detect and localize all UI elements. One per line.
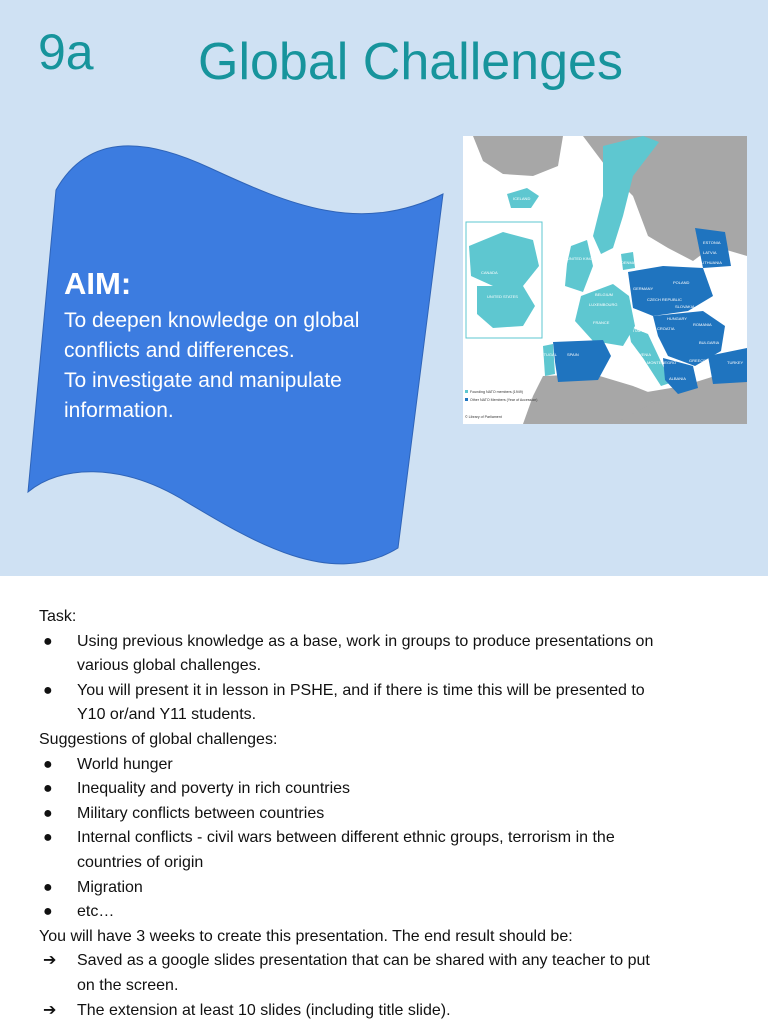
deliverable-intro: You will have 3 weeks to create this presentation. The end result should be: — [39, 927, 573, 945]
map-credit: © Library of Parliament — [465, 415, 502, 419]
map-label: LITHUANIA — [701, 260, 722, 265]
nato-map — [463, 136, 747, 424]
aim-line: conflicts and differences. — [64, 339, 295, 362]
map-label: NETHERLANDS — [599, 280, 629, 285]
list-item — [39, 900, 739, 925]
list-item-text: etc… — [77, 903, 115, 921]
list-item — [39, 777, 739, 802]
map-label: GREECE — [689, 358, 706, 363]
list-item-continuation: Y10 or/and Y11 students. — [77, 706, 257, 724]
map-label: LATVIA — [703, 250, 717, 255]
list-item-text: World hunger — [77, 755, 173, 773]
list-item-continuation: on the screen. — [77, 976, 179, 994]
list-item-text: Military conflicts between countries — [77, 804, 325, 822]
map-portugal — [543, 344, 555, 376]
list-item — [39, 826, 739, 851]
aim-line: To deepen knowledge on global — [64, 309, 360, 332]
arrow-marker: ➔ — [43, 952, 57, 970]
map-label: ESTONIA — [703, 240, 721, 245]
bullet-marker: ● — [43, 780, 53, 798]
map-label: CZECH REPUBLIC — [647, 297, 682, 302]
list-item — [39, 876, 739, 901]
task-heading: Task: — [39, 608, 77, 625]
list-item-text: Saved as a google slides presentation that can be shared with any teacher to put — [77, 952, 650, 970]
unit-code: 9a — [38, 24, 94, 80]
map-label: LUXEMBOURG — [589, 302, 618, 307]
list-item-continuation: countries of origin — [77, 853, 204, 871]
map-label: ALBANIA — [669, 376, 686, 381]
map-label: SPAIN — [567, 352, 579, 357]
map-label: UNITED KINGDOM — [567, 256, 603, 261]
bullet-marker: ● — [43, 681, 53, 699]
map-label: FRANCE — [593, 320, 610, 325]
map-label: SLOVAKIA — [675, 304, 695, 309]
aim-line: information. — [64, 399, 174, 422]
map-label: GERMANY — [633, 286, 654, 291]
bullet-marker: ● — [43, 829, 53, 847]
aim-heading: AIM: — [64, 266, 132, 301]
map-label: ITALY — [633, 328, 644, 333]
map-label: MONTENEGRO — [647, 360, 677, 365]
list-item — [39, 630, 739, 655]
list-item — [39, 999, 739, 1024]
map-label: ROMANIA — [693, 322, 712, 327]
list-item-text: The extension at least 10 slides (including title slide). — [77, 1001, 451, 1019]
map-label: TURKEY — [727, 360, 744, 365]
map-label: SLOVENIA — [631, 352, 652, 357]
list-item — [39, 802, 739, 827]
list-item-text: Using previous knowledge as a base, work in groups to produce presentations on — [77, 632, 654, 650]
list-item — [39, 679, 739, 704]
map-label: NORWAY — [623, 224, 641, 229]
legend-founding-swatch — [465, 390, 468, 393]
legend-founding-label: Founding NATO members (1949) — [470, 390, 523, 394]
map-label: CANADA — [481, 270, 498, 275]
map-label: HUNGARY — [667, 316, 687, 321]
task-content — [39, 605, 739, 1023]
legend-other-label: Other NATO Members (Year of Accession) — [470, 398, 538, 402]
aim-line: To investigate and manipulate — [64, 369, 342, 392]
map-label: BELGIUM — [595, 292, 614, 297]
suggestions-heading: Suggestions of global challenges: — [39, 730, 278, 748]
list-item-text: Inequality and poverty in rich countries — [77, 780, 351, 798]
list-item-text: Migration — [77, 878, 143, 896]
bullet-marker: ● — [43, 755, 53, 773]
list-item-continuation: various global challenges. — [77, 657, 262, 675]
map-label: BULGARIA — [699, 340, 720, 345]
map-label: PORTUGAL — [535, 352, 557, 357]
list-item-text: You will present it in lesson in PSHE, and if there is time this will be presented to — [77, 681, 645, 699]
map-label: ICELAND — [513, 196, 531, 201]
arrow-marker: ➔ — [43, 1001, 57, 1019]
map-label: POLAND — [673, 280, 690, 285]
legend-other-swatch — [465, 398, 468, 401]
map-label: UNITED STATES — [487, 294, 518, 299]
list-item — [39, 753, 739, 778]
map-label: CROATIA — [657, 326, 675, 331]
bullet-marker: ● — [43, 632, 53, 650]
bullet-marker: ● — [43, 878, 53, 896]
map-label: DENMARK — [621, 260, 642, 265]
list-item-text: Internal conflicts - civil wars between different ethnic groups, terrorism in the — [77, 829, 615, 847]
page-title: Global Challenges — [198, 33, 623, 91]
bullet-marker: ● — [43, 903, 53, 921]
bullet-marker: ● — [43, 804, 53, 822]
list-item — [39, 949, 739, 974]
